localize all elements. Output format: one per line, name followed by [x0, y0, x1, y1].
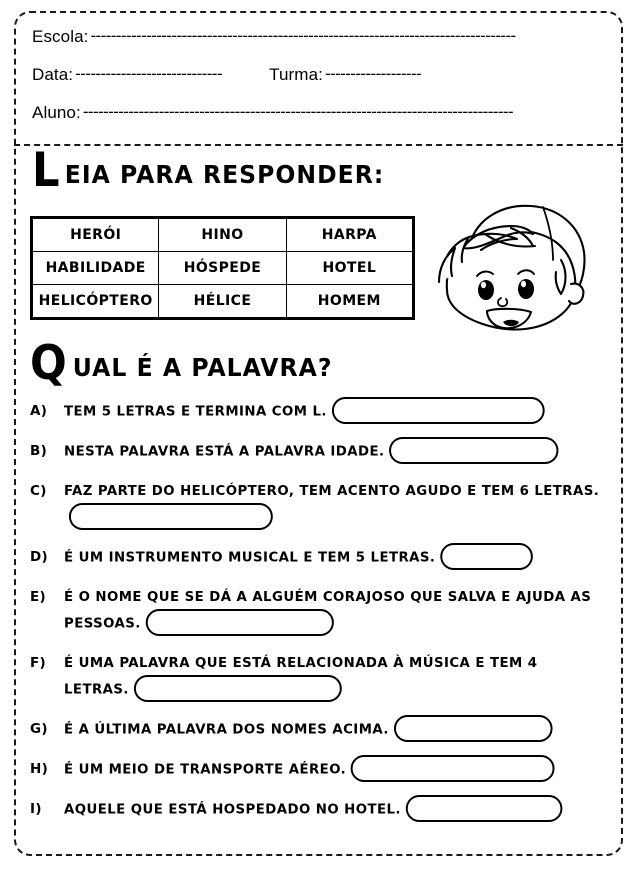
question-letter: F): [30, 655, 46, 671]
question-letter: A): [30, 403, 48, 419]
question-letter: G): [30, 721, 48, 737]
data-label: Data:: [32, 65, 74, 84]
question-letter: E): [30, 589, 46, 605]
answer-blank-c[interactable]: [69, 503, 273, 530]
section-title-qual: [30, 336, 349, 391]
question-text: É O NOME QUE SE DÁ A ALGUÉM CORAJOSO QUE SALVA E AJUDA AS PESSOAS.: [64, 589, 592, 632]
turma-label: Turma:: [269, 65, 323, 84]
question-row-d: [30, 544, 615, 571]
student-identity-header: [14, 11, 623, 146]
dropcap-q: Q: [30, 336, 66, 391]
question-body: [64, 438, 607, 465]
question-text: NESTA PALAVRA ESTÁ A PALAVRA IDADE.: [64, 443, 385, 460]
dropcap-l: L: [32, 143, 59, 198]
question-row-h: [30, 756, 615, 783]
answer-blank-f[interactable]: [134, 675, 342, 702]
word-cell: HARPA: [286, 218, 413, 252]
question-row-e: [30, 584, 615, 637]
table-row: [32, 218, 414, 252]
question-body: [64, 544, 607, 571]
question-body: [64, 796, 607, 823]
section-title-qual-text: UAL É A PALAVRA?: [72, 352, 333, 382]
question-body: [64, 478, 607, 531]
question-letter: B): [30, 443, 48, 459]
question-letter: I): [30, 801, 42, 817]
answer-blank-d[interactable]: [440, 543, 533, 570]
field-row-escola: [32, 28, 605, 45]
question-body: [64, 716, 607, 743]
boy-with-cap-illustration: [425, 198, 615, 346]
answer-blank-b[interactable]: [389, 437, 558, 464]
aluno-fill-line[interactable]: -------------------------------------------------------------------------------------: [82, 103, 514, 120]
question-row-a: [30, 398, 615, 425]
answer-blank-e[interactable]: [146, 609, 334, 636]
turma-fill-line[interactable]: -------------------: [324, 65, 422, 82]
question-letter: C): [30, 483, 47, 499]
question-body: [64, 650, 607, 703]
question-text: É UM INSTRUMENTO MUSICAL E TEM 5 LETRAS.: [64, 549, 436, 566]
question-row-g: [30, 716, 615, 743]
question-letter: H): [30, 761, 49, 777]
questions-list: [30, 398, 615, 836]
question-text: TEM 5 LETRAS E TERMINA COM L.: [64, 403, 327, 420]
escola-fill-line[interactable]: ------------------------------------------------------------------------------------: [90, 27, 516, 44]
question-row-c: [30, 478, 615, 531]
section-title-leia: [32, 143, 405, 198]
word-cell: HOTEL: [286, 252, 413, 285]
question-text: É UM MEIO DE TRANSPORTE AÉREO.: [64, 761, 347, 778]
answer-blank-a[interactable]: [332, 397, 545, 424]
word-cell: HELICÓPTERO: [32, 285, 159, 319]
word-cell: HERÓI: [32, 218, 159, 252]
question-row-f: [30, 650, 615, 703]
question-row-b: [30, 438, 615, 465]
data-fill-line[interactable]: -----------------------------: [75, 65, 222, 82]
field-row-aluno: [32, 104, 605, 121]
question-text: É UMA PALAVRA QUE ESTÁ RELACIONADA À MÚSICA E TEM 4 LETRAS.: [64, 655, 538, 698]
field-row-data-turma: [32, 66, 605, 83]
question-body: [64, 584, 607, 637]
question-text: FAZ PARTE DO HELICÓPTERO, TEM ACENTO AGUDO E TEM 6 LETRAS.: [64, 483, 600, 499]
word-cell: HÓSPEDE: [159, 252, 286, 285]
question-letter: D): [30, 549, 48, 565]
word-cell: HINO: [159, 218, 286, 252]
question-text: AQUELE QUE ESTÁ HOSPEDADO NO HOTEL.: [64, 801, 401, 818]
answer-blank-g[interactable]: [394, 715, 553, 742]
word-cell: HABILIDADE: [32, 252, 159, 285]
answer-blank-h[interactable]: [351, 755, 555, 782]
word-cell: HÉLICE: [159, 285, 286, 319]
question-row-i: [30, 796, 615, 823]
table-row: [32, 285, 414, 319]
aluno-label: Aluno:: [32, 103, 81, 122]
word-list-table: [30, 216, 415, 320]
section-title-leia-text: EIA PARA RESPONDER:: [64, 159, 385, 189]
question-body: [64, 398, 607, 425]
question-text: É A ÚLTIMA PALAVRA DOS NOMES ACIMA.: [64, 721, 389, 738]
word-cell: HOMEM: [286, 285, 413, 319]
question-body: [64, 756, 607, 783]
escola-label: Escola:: [32, 27, 89, 46]
answer-blank-i[interactable]: [406, 795, 563, 822]
table-row: [32, 252, 414, 285]
